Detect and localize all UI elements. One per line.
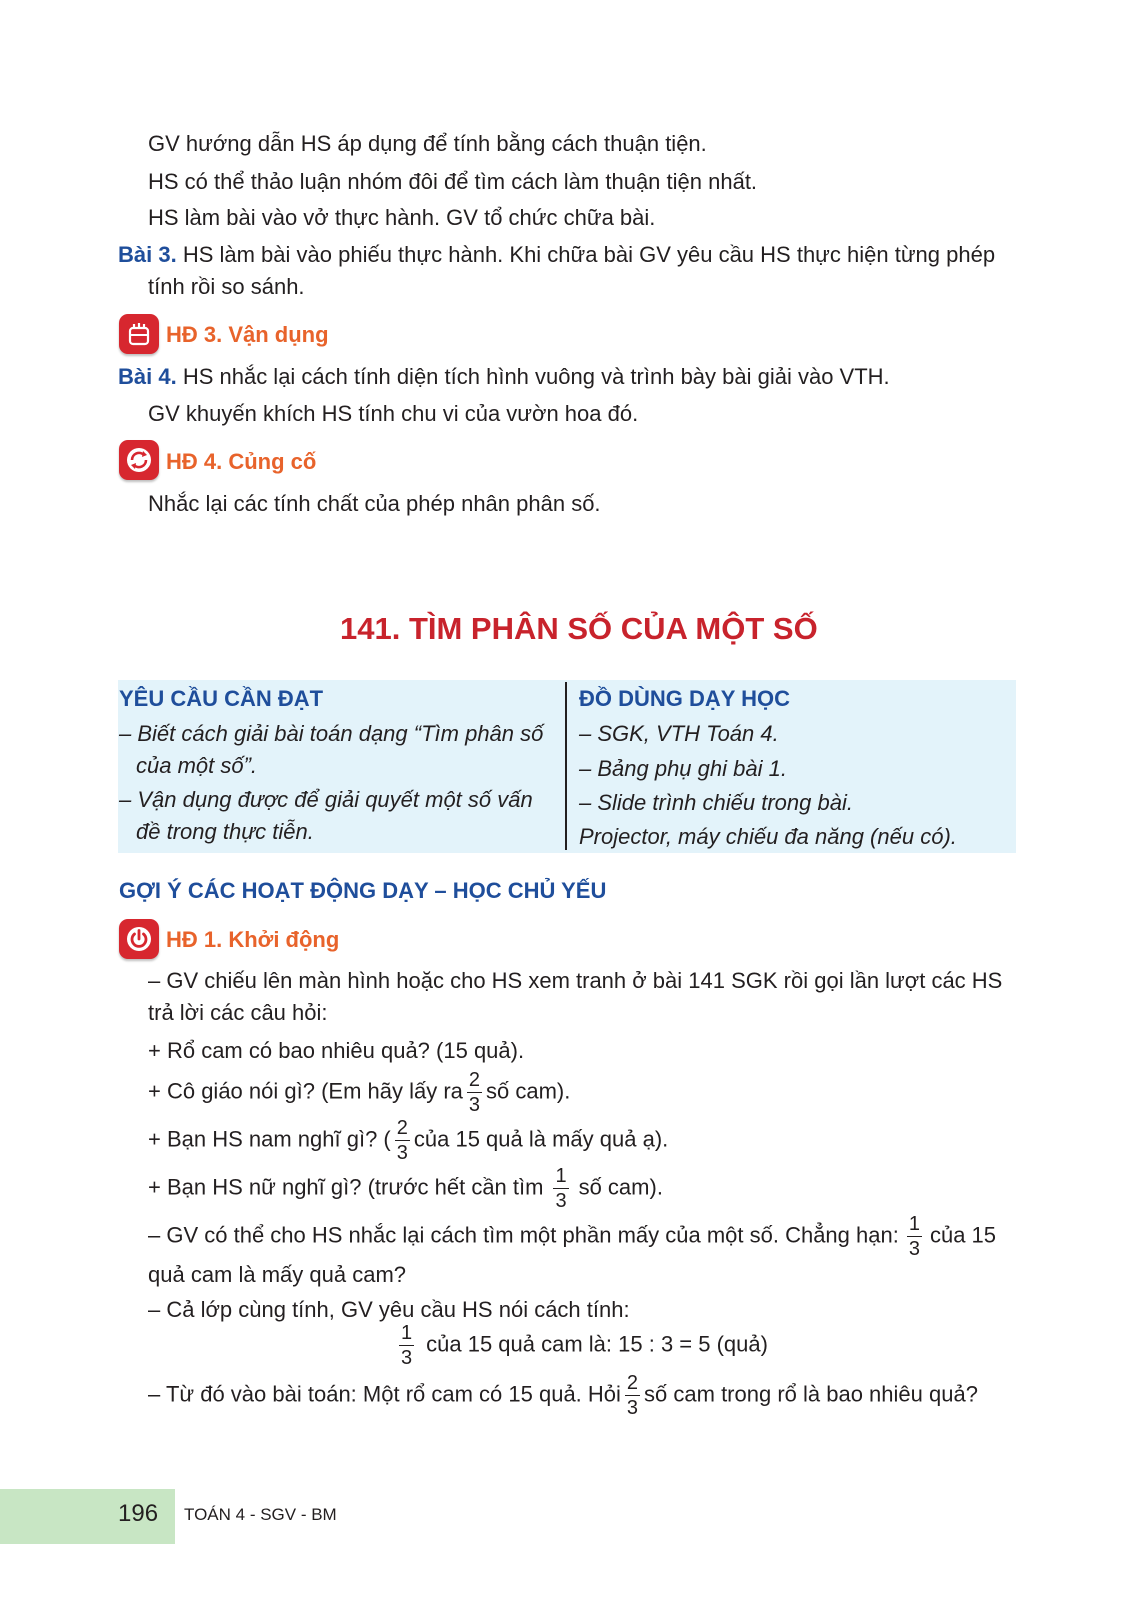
paragraph-line: – GV chiếu lên màn hình hoặc cho HS xem tranh ở bài 141 SGK rồi gọi lần lượt các HS bbox=[148, 968, 1003, 993]
question-text: số cam). bbox=[486, 1078, 571, 1104]
fraction-denominator: 3 bbox=[468, 1094, 481, 1116]
text-line: HS làm bài vào vở thực hành. GV tổ chức chữa bài. bbox=[148, 205, 656, 230]
fraction bbox=[395, 1118, 410, 1163]
requirement-line: của một số”. bbox=[136, 753, 258, 778]
paragraph-4 bbox=[148, 1373, 978, 1418]
paragraph-text: số cam trong rổ là bao nhiêu quả? bbox=[644, 1381, 978, 1407]
exercise-3-text-cont: tính rồi so sánh. bbox=[148, 274, 305, 299]
fraction-numerator: 2 bbox=[626, 1372, 639, 1394]
requirement-line: đề trong thực tiễn. bbox=[136, 819, 314, 844]
paragraph-2 bbox=[148, 1214, 996, 1259]
paragraph-line: – Cả lớp cùng tính, GV yêu cầu HS nói cách tính: bbox=[148, 1297, 630, 1322]
material-line: – SGK, VTH Toán 4. bbox=[579, 721, 779, 746]
question-4 bbox=[148, 1166, 663, 1211]
fraction-numerator: 1 bbox=[555, 1165, 567, 1187]
power-icon bbox=[119, 919, 159, 959]
paragraph-text: – Từ đó vào bài toán: Một rổ cam có 15 quả. Hỏi bbox=[148, 1381, 621, 1407]
hd4-title: HĐ 4. Củng cố bbox=[166, 449, 317, 474]
fraction-denominator: 3 bbox=[401, 1347, 413, 1369]
material-line: – Slide trình chiếu trong bài. bbox=[579, 790, 853, 815]
material-line: Projector, máy chiếu đa năng (nếu có). bbox=[579, 824, 957, 849]
question-text: + Cô giáo nói gì? (Em hãy lấy ra bbox=[148, 1078, 463, 1104]
exercise-3-text: HS làm bài vào phiếu thực hành. Khi chữa bài GV yêu cầu HS thực hiện từng phép bbox=[176, 242, 996, 267]
paragraph-text: của 15 bbox=[929, 1222, 997, 1248]
question-text: + Bạn HS nữ nghĩ gì? (trước hết cần tìm bbox=[148, 1174, 544, 1200]
fraction bbox=[399, 1323, 414, 1368]
materials-heading: ĐỒ DÙNG DẠY HỌC bbox=[579, 686, 791, 711]
fraction-numerator: 1 bbox=[908, 1213, 920, 1235]
activities-heading: GỢI Ý CÁC HOẠT ĐỘNG DẠY – HỌC CHỦ YẾU bbox=[119, 878, 607, 903]
paragraph-line: quả cam là mấy quả cam? bbox=[148, 1262, 407, 1287]
requirement-line: – Biết cách giải bài toán dạng “Tìm phân số bbox=[119, 721, 544, 746]
fraction bbox=[553, 1166, 568, 1211]
refresh-icon bbox=[119, 440, 159, 480]
lesson-title: 141. TÌM PHÂN SỐ CỦA MỘT SỐ bbox=[340, 611, 818, 646]
material-line: – Bảng phụ ghi bài 1. bbox=[579, 756, 787, 781]
fist-icon bbox=[119, 314, 159, 354]
fraction-denominator: 3 bbox=[908, 1238, 920, 1260]
question-text: của 15 quả là mấy quả ạ). bbox=[413, 1126, 669, 1152]
question-1: + Rổ cam có bao nhiêu quả? (15 quả). bbox=[148, 1038, 525, 1063]
fraction-denominator: 3 bbox=[555, 1190, 567, 1212]
question-3 bbox=[148, 1118, 668, 1163]
question-text: số cam). bbox=[578, 1174, 663, 1200]
fraction-numerator: 2 bbox=[396, 1117, 408, 1139]
exercise-3-label: Bài 3. bbox=[118, 242, 177, 267]
question-text: + Bạn HS nam nghĩ gì? ( bbox=[148, 1126, 391, 1152]
hd4-text: Nhắc lại các tính chất của phép nhân phân số. bbox=[148, 491, 601, 516]
question-2 bbox=[148, 1070, 570, 1115]
fraction bbox=[907, 1214, 922, 1259]
formula-text: của 15 quả cam là: 15 : 3 = 5 (quả) bbox=[426, 1331, 768, 1357]
requirements-heading: YÊU CẦU CẦN ĐẠT bbox=[119, 686, 324, 711]
paragraph-line: trả lời các câu hỏi: bbox=[148, 1000, 328, 1025]
fraction bbox=[467, 1070, 482, 1115]
exercise-4-text: HS nhắc lại cách tính diện tích hình vuông và trình bày bài giải vào VTH. bbox=[176, 364, 890, 389]
exercise-4 bbox=[118, 364, 890, 390]
page-number: 196 bbox=[118, 1500, 159, 1527]
exercise-4-text-cont: GV khuyến khích HS tính chu vi của vườn hoa đó. bbox=[148, 401, 639, 426]
box-divider bbox=[565, 682, 567, 850]
hd1-title: HĐ 1. Khởi động bbox=[166, 927, 340, 952]
fraction bbox=[625, 1373, 640, 1418]
exercise-4-label: Bài 4. bbox=[118, 364, 177, 389]
fraction-numerator: 1 bbox=[401, 1322, 413, 1344]
text-line: GV hướng dẫn HS áp dụng để tính bằng cách thuận tiện. bbox=[148, 131, 707, 156]
hd3-title: HĐ 3. Vận dụng bbox=[166, 322, 329, 347]
exercise-3 bbox=[118, 242, 995, 268]
book-label: TOÁN 4 - SGV - BM bbox=[184, 1505, 337, 1524]
fraction-denominator: 3 bbox=[396, 1142, 408, 1164]
requirement-line: – Vận dụng được để giải quyết một số vấn bbox=[119, 787, 533, 812]
fraction-numerator: 2 bbox=[468, 1069, 481, 1091]
paragraph-text: – GV có thể cho HS nhắc lại cách tìm một phần mấy của một số. Chẳng hạn: bbox=[148, 1222, 899, 1248]
formula bbox=[395, 1323, 768, 1368]
fraction-denominator: 3 bbox=[626, 1397, 639, 1419]
text-line: HS có thể thảo luận nhóm đôi để tìm cách làm thuận tiện nhất. bbox=[148, 169, 758, 194]
